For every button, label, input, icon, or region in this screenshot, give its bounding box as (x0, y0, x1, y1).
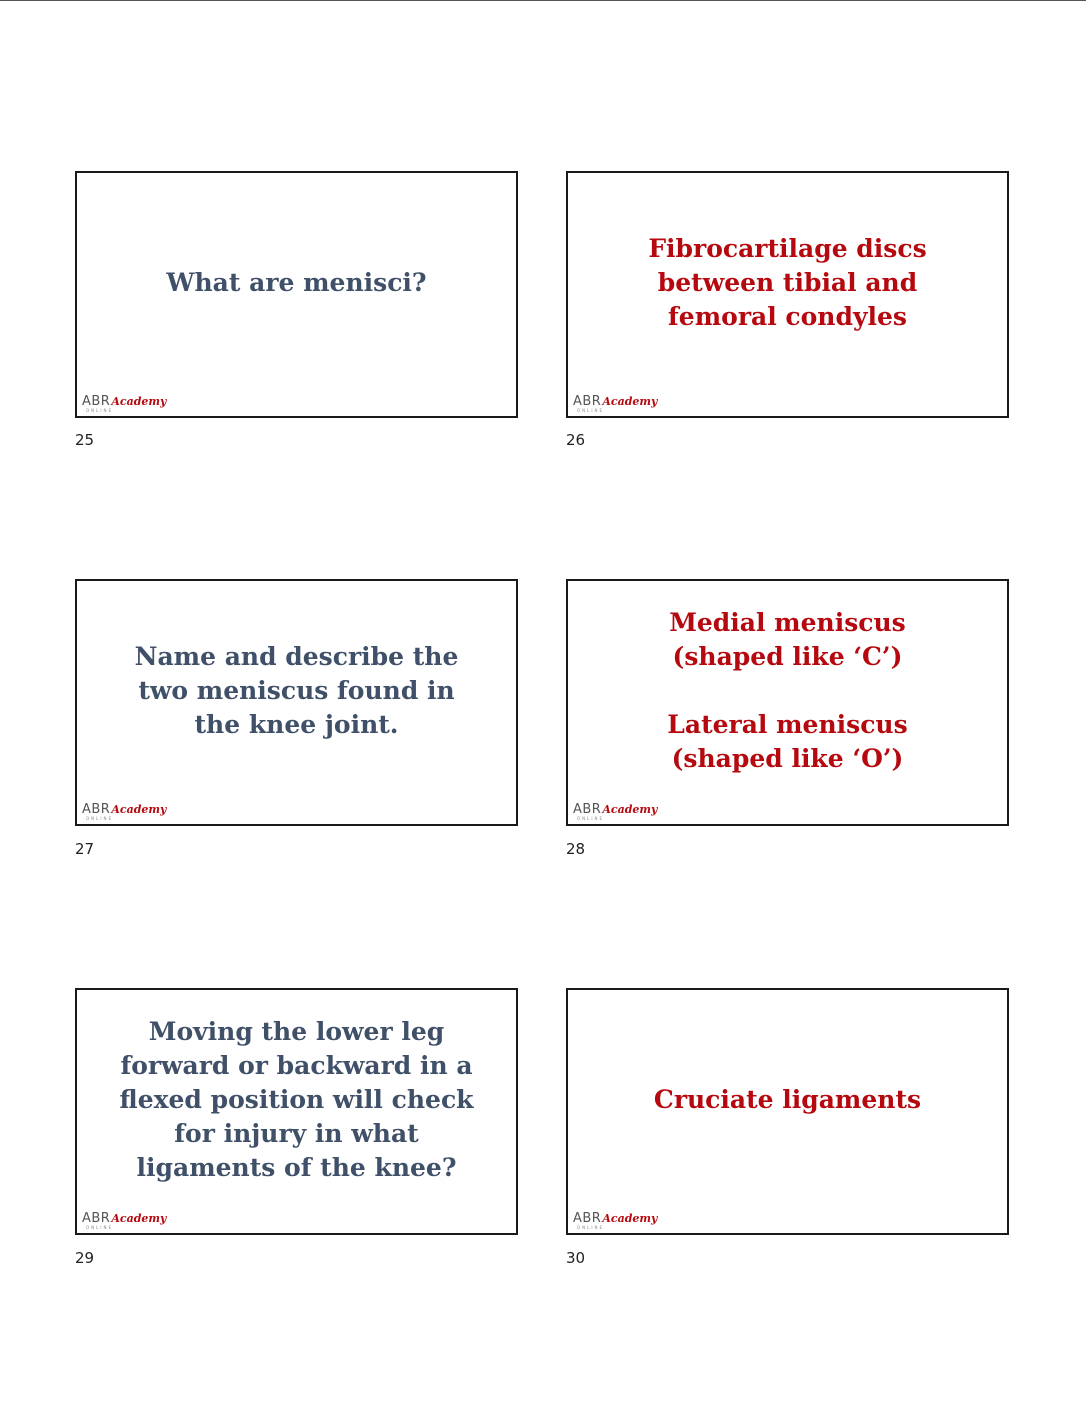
logo-online-text: ONLINE (86, 408, 114, 413)
slide-answer-text: Cruciate ligaments (653, 1084, 922, 1114)
logo-online-text: ONLINE (577, 816, 605, 821)
abr-academy-logo (573, 1211, 657, 1231)
slide-number-label: 27 (75, 840, 95, 858)
abr-academy-logo (82, 1211, 166, 1231)
logo-academy-text: Academy (602, 1212, 658, 1225)
slide-29 (75, 988, 518, 1235)
logo-academy-text: Academy (111, 395, 167, 408)
abr-academy-logo (82, 802, 166, 822)
logo-academy-text: Academy (111, 803, 167, 816)
slide-number-label: 26 (566, 431, 586, 449)
slide-number-label: 29 (75, 1249, 95, 1267)
logo-abr-text: ABR (573, 394, 602, 409)
logo-abr-text: ABR (573, 1211, 602, 1226)
logo-online-text: ONLINE (86, 1225, 114, 1230)
logo-online-text: ONLINE (86, 816, 114, 821)
logo-abr-text: ABR (82, 1211, 111, 1226)
slide-question-text: What are menisci? (166, 267, 427, 297)
logo-academy-text: Academy (602, 395, 658, 408)
slide-question-text: Moving the lower leg forward or backward in a flexed position will check for injury in what ligaments of the knee? (119, 1016, 474, 1182)
logo-abr-text: ABR (82, 394, 111, 409)
logo-academy-text: Academy (602, 803, 658, 816)
logo-online-text: ONLINE (577, 408, 605, 413)
logo-abr-text: ABR (573, 802, 602, 817)
slide-26 (566, 171, 1009, 418)
abr-academy-logo (82, 394, 166, 414)
slide-question-text: Name and describe the two meniscus found in the knee joint. (134, 641, 459, 739)
page-top-rule (0, 0, 1086, 1)
slide-number-label: 28 (566, 840, 586, 858)
slide-number-label: 25 (75, 431, 95, 449)
slide-28 (566, 579, 1009, 826)
slide-answer-text: Fibrocartilage discs between tibial and femoral condyles (648, 233, 927, 331)
slide-answer-text: Medial meniscus (shaped like ‘C’) Lateral meniscus (shaped like ‘O’) (667, 607, 908, 773)
slide-25 (75, 171, 518, 418)
slide-number-label: 30 (566, 1249, 586, 1267)
slide-27 (75, 579, 518, 826)
logo-abr-text: ABR (82, 802, 111, 817)
slide-30 (566, 988, 1009, 1235)
abr-academy-logo (573, 394, 657, 414)
logo-online-text: ONLINE (577, 1225, 605, 1230)
logo-academy-text: Academy (111, 1212, 167, 1225)
abr-academy-logo (573, 802, 657, 822)
